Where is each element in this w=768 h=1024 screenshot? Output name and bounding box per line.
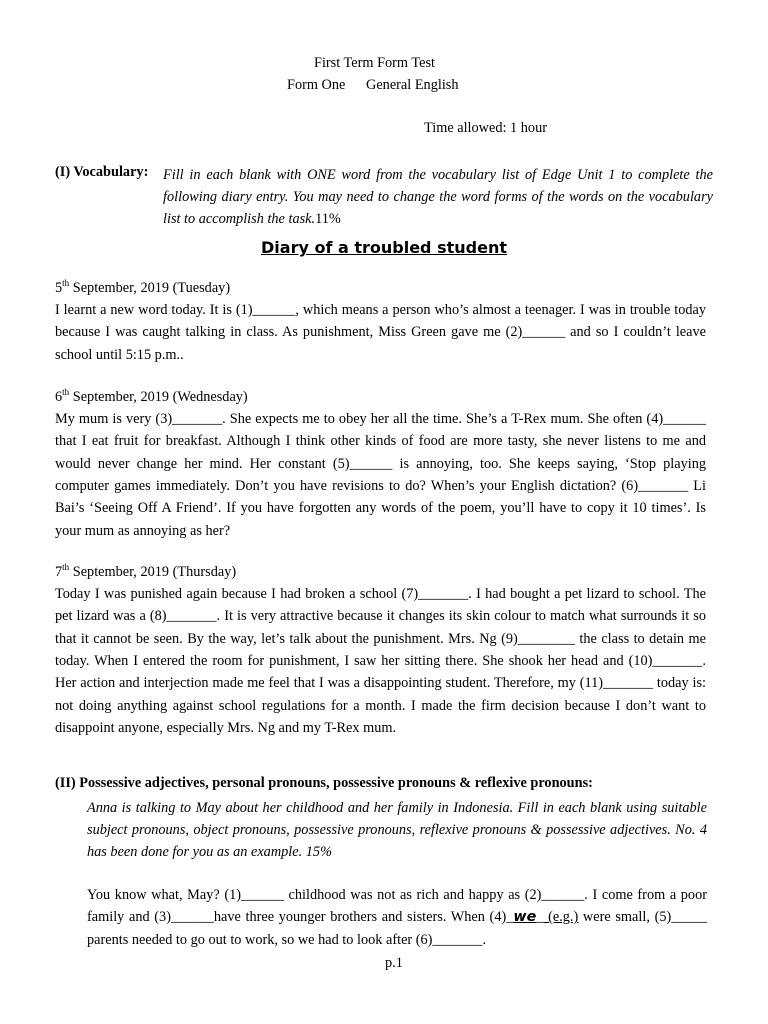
section1-instructions	[163, 164, 713, 230]
diary-entry-2	[55, 381, 706, 542]
section1-instructions-text: Fill in each blank with ONE word from the vocabulary list of Edge Unit 1 to complete the following diary entry. You may need to change the word forms of the words on the vocabulary list to accomplish the task.	[163, 167, 713, 227]
section1-marks: 11%	[315, 211, 341, 227]
subject-label: General English	[366, 77, 459, 93]
diary-entry-3	[55, 556, 706, 739]
example-answer: we	[513, 909, 537, 926]
example-blank-end: _	[536, 909, 544, 926]
diary-title-text: Diary of a troubled student	[261, 238, 507, 257]
entry-text: I learnt a new word today. It is (1)______, which means a person who’s almost a teenager. I was in trouble today because I was caught talking in class. As punishment, Miss Green gave me (2)______ and so I couldn’t leave school until 5:15 p.m..	[55, 302, 706, 363]
entry-date: 5th September, 2019 (Tuesday)	[55, 278, 231, 296]
section1-label: (I) Vocabulary:	[55, 164, 149, 180]
entry-text: My mum is very (3)_______. She expects me to obey her all the time. She’s a T-Rex mum. She often (4)______ that I eat fruit for breakfast. Although I think other kinds of food are more tasty, she never listens to me and would never change her mind. Her constant (5)______ is annoying, too. She keeps saying, ‘Stop playing computer games immediately. Don’t you have revisions to do? When’s your English dictation? (6)_______ Li Bai’s ‘Seeing Off A Friend’. If you have forgotten any words of the poem, you’ll have to copy it 10 times’. Is your mum as annoying as her?	[55, 411, 706, 539]
example-tag: (e.g.)	[543, 909, 579, 926]
section2-passage	[87, 884, 707, 951]
passage-text-before: You know what, May? (1)______ childhood was not as rich and happy as (2)______. I come from a poor family and (3)______have three younger brothers and sisters. When (4)_	[87, 887, 707, 926]
diary-title	[0, 238, 768, 257]
section2-label: (II) Possessive adjectives, personal pronouns, possessive pronouns & reflexive pronouns:	[55, 775, 593, 791]
time-allowed: Time allowed: 1 hour	[424, 120, 547, 136]
entry-text: Today I was punished again because I had broken a school (7)_______. I had bought a pet lizard to school. The pet lizard was a (8)_______. It is very attractive because it changes its skin colour to match what surrounds it so that it cannot be seen. By the way, let’s talk about the punishment. Mrs. Ng (9)________ the class to detain me today. When I entered the room for punishment, I saw her sitting there. She shook her head and (10)_______. Her action and interjection made me feel that I was a disappointing student. Therefore, my (11)_______ today is: not doing anything against school regulations for a month. I made the firm decision because I don’t want to disappoint anyone, especially Mrs. Ng and my T-Rex mum.	[55, 586, 706, 736]
page-number: p.1	[385, 955, 403, 971]
section2-instructions: Anna is talking to May about her childhood and her family in Indonesia. Fill in each blank using suitable subject pronouns, object pronouns, possessive pronouns, reflexive pronouns & possessive adjectives. No. 4 has been done for you as an example. 15%	[87, 800, 707, 860]
diary-entry-1	[55, 272, 706, 366]
passage-text-after: were small, (5)_____ parents needed to go out to work, so we had to look after (6)_______.	[87, 909, 707, 948]
form-label: Form One	[287, 77, 346, 93]
test-title: First Term Form Test	[314, 55, 435, 71]
entry-date: 7th September, 2019 (Thursday)	[55, 562, 237, 580]
entry-date: 6th September, 2019 (Wednesday)	[55, 387, 248, 405]
